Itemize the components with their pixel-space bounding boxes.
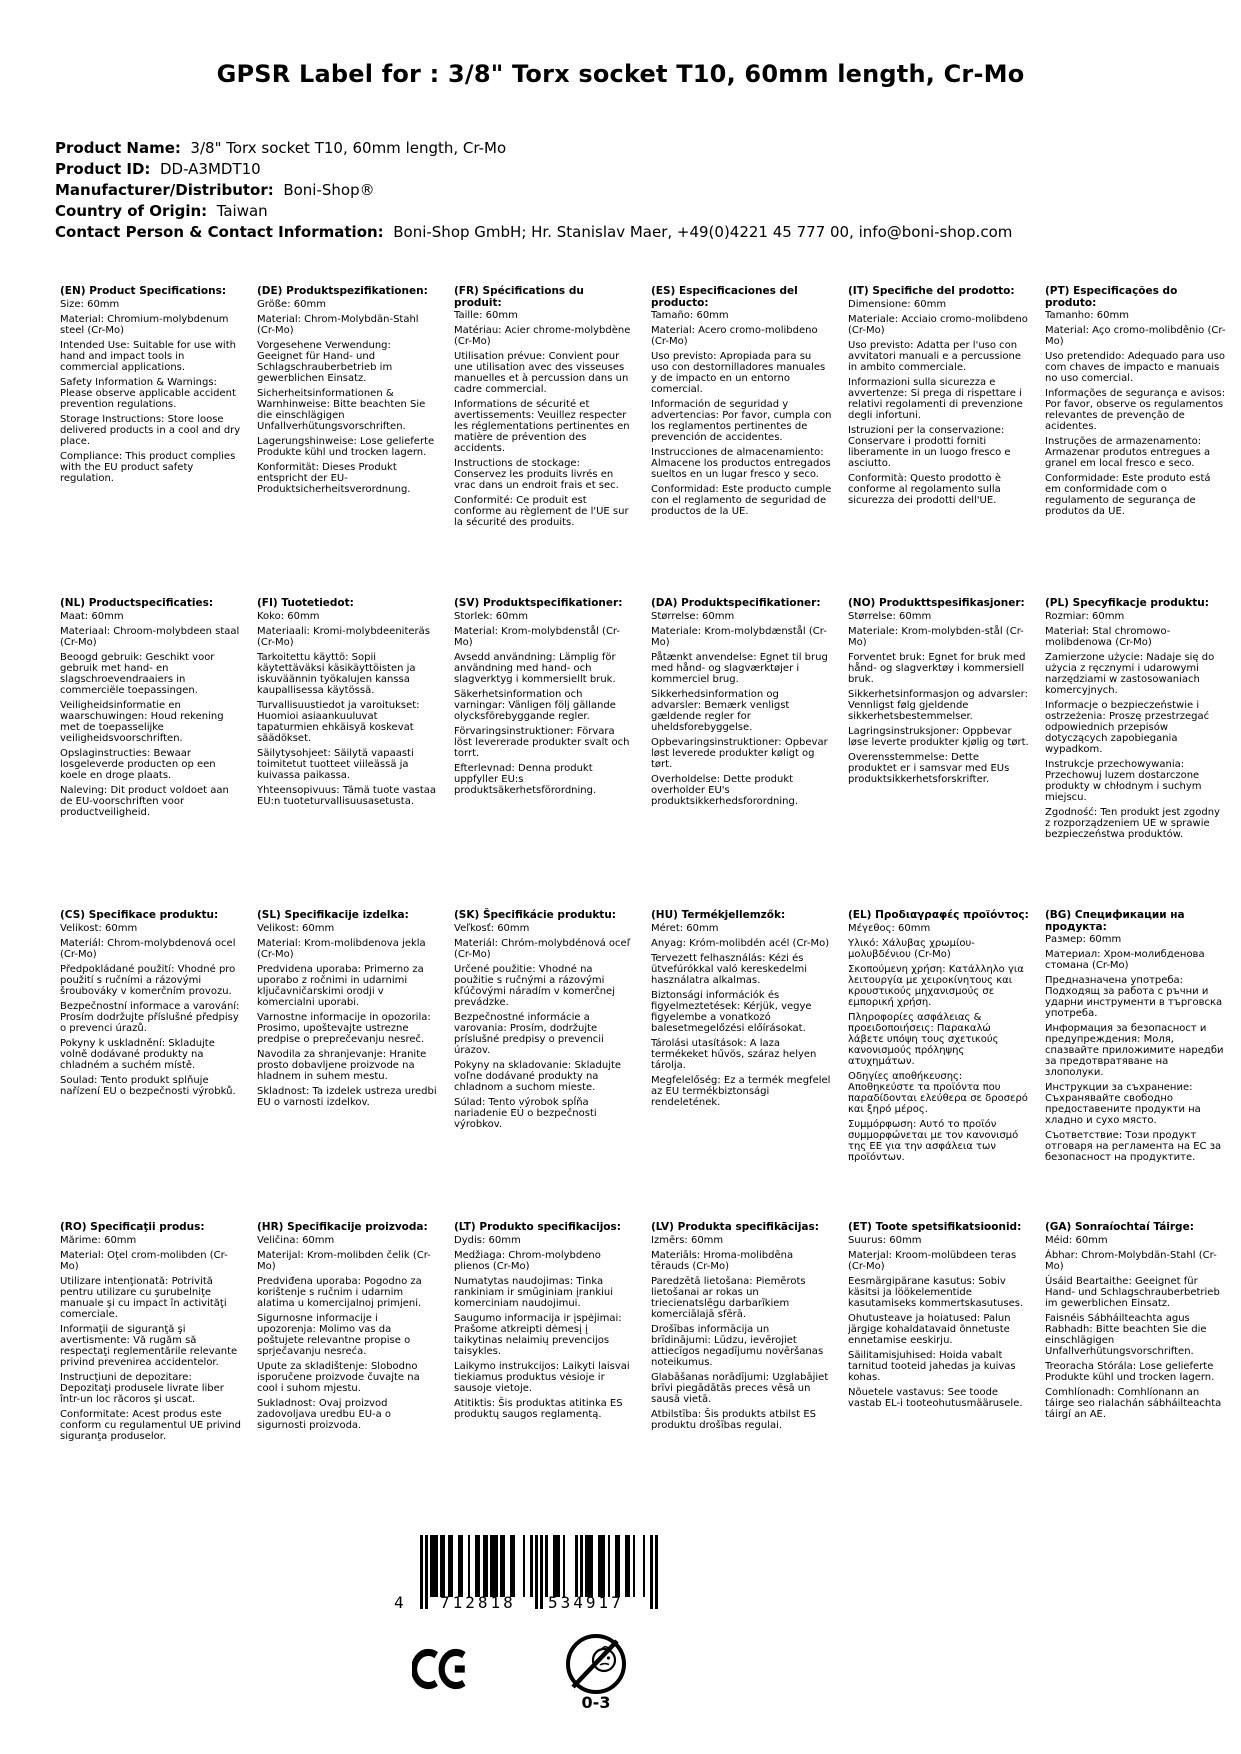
spec-paragraph: Bezpečnostné informácie a varovania: Prosím, dodržujte príslušné predpisy o prevencii úrazov. (454, 1011, 604, 1056)
spec-paragraph: Säilitamisjuhised: Hoida vabalt tarnitud tooteid jahedas ja kuivas kohas. (848, 1349, 1016, 1383)
spec-paragraph: Conformidad: Este producto cumple con el reglamento de seguridad de productos de la UE. (651, 484, 832, 517)
spec-paragraph: Suurus: 60mm (848, 1234, 922, 1246)
spec-paragraph: Soulad: Tento produkt splňuje nařízení EU o bezpečnosti výrobků. (60, 1074, 236, 1097)
spec-paragraph: Predvidena uporaba: Primerno za uporabo z ročnimi in udarnimi ključavničarskimi orodji v komercialni uporabi. (257, 963, 424, 1008)
spec-paragraph: Numatytas naudojimas: Tinka rankiniam ir smūginiam įrankiui komerciniam naudojimui. (454, 1275, 613, 1309)
spec-paragraph: Material: Aço cromo-molibdênio (Cr-Mo) (1045, 325, 1226, 347)
spec-paragraph: Информация за безопасност и предупреждения: Моля, спазвайте приложимите наредби за предотвратяване на злополуки. (1045, 1023, 1224, 1078)
lang-title: (EN) Product Specifications: (60, 285, 227, 297)
spec-paragraph: Sukladnost: Ovaj proizvod zadovoljava uredbu EU-a o sigurnosti proizvoda. (257, 1397, 392, 1431)
spec-paragraph: Инструкции за съхранение: Съхранявайте свободно предоставените продукти на хладно и сухо място. (1045, 1082, 1201, 1126)
spec-paragraph: Materiál: Chrom-molybdenová ocel (Cr-Mo) (60, 937, 236, 960)
lang-title: (CS) Specifikace produktu: (60, 909, 219, 921)
lang-block-pt (1045, 286, 1241, 598)
lang-block-it (848, 286, 1045, 598)
spec-paragraph: Upute za skladištenje: Slobodno isporučene proizvode čuvajte na cool i suhom mjestu. (257, 1360, 420, 1394)
spec-paragraph: Veiligheidsinformatie en waarschuwingen: Houd rekening met de toepasselijke veiligheidsvoorschriften. (60, 699, 224, 744)
lang-title: (EL) Προδιαγραφές προϊόντος: (848, 909, 1029, 921)
lang-title: (HU) Termékjellemzők: (651, 909, 786, 921)
spec-paragraph: Materiale: Acciaio cromo-molibdeno (Cr-Mo) (848, 313, 1028, 336)
spec-paragraph: Säilytysohjeet: Säilytä vapaasti toimitetut tuotteet viileässä ja kuivassa paikassa. (257, 747, 414, 781)
spec-paragraph: Dydis: 60mm (454, 1234, 521, 1246)
product-info (55, 138, 1012, 243)
spec-paragraph: Sicherheitsinformationen & Warnhinweise: Bitte beachten Sie die einschlägigen Unfallverhütungsvorschriften. (257, 387, 426, 432)
lang-block-sl (257, 910, 454, 1222)
lang-block-nl (60, 598, 257, 910)
spec-paragraph: Información de seguridad y advertencias: Por favor, cumpla con los reglamentos pertinentes de prevención de accidentes. (651, 399, 832, 443)
spec-paragraph: Conformidade: Este produto está em conformidade com o regulamento de segurança de produtos da UE. (1045, 473, 1211, 517)
spec-paragraph: Σκοπούμενη χρήση: Κατάλληλο για λειτουργία με χειροκίνητους και κρουστικούς μηχανισμούς σε εμπορική χρήση. (848, 963, 1024, 1008)
spec-paragraph: Maat: 60mm (60, 610, 124, 622)
spec-paragraph: Ohutusteave ja hoiatused: Palun järgige kohaldatavaid õnnetuste ennetamise eeskirju. (848, 1312, 1011, 1346)
spec-paragraph: Taille: 60mm (454, 310, 518, 321)
spec-paragraph: Materiaali: Kromi-molybdeeniteräs (Cr-Mo) (257, 625, 430, 648)
spec-paragraph: Conformità: Questo prodotto è conforme al regolamento sulla sicurezza dei prodotti dell'UE. (848, 472, 1002, 506)
spec-paragraph: Varnostne informacije in opozorila: Prosimo, upoštevajte ustrezne predpise o preprečevanju nesreč. (257, 1011, 431, 1045)
spec-paragraph: Opslaginstructies: Bewaar losgeleverde producten op een koele en droge plaats. (60, 747, 216, 781)
lang-title: (FI) Tuotetiedot: (257, 597, 354, 609)
origin-row (55, 201, 1012, 222)
spec-paragraph: Konformität: Dieses Produkt entspricht der EU-Produktsicherheitsverordnung. (257, 461, 411, 495)
spec-paragraph: Material: Krom-molibdenova jekla (Cr-Mo) (257, 937, 426, 960)
spec-paragraph: Tamaño: 60mm (651, 310, 729, 321)
spec-paragraph: Zamierzone użycie: Nadaje się do użycia z ręcznymi i udarowymi narzędziami w zastosowaniach komercyjnych. (1045, 651, 1215, 696)
spec-paragraph: Utilizare intenţionată: Potrivită pentru utilizare cu şurubelniţe manuale şi cu impact în activităţi comerciale. (60, 1275, 227, 1320)
lang-title: (DA) Produktspecifikationer: (651, 597, 821, 609)
lang-block-ro (60, 1222, 257, 1442)
lang-title: (PT) Especificações do produto: (1045, 285, 1178, 309)
spec-paragraph: Velikost: 60mm (60, 922, 138, 934)
product-name-row (55, 138, 1012, 159)
product-id-label: Product ID: (55, 160, 151, 178)
spec-paragraph: Avsedd användning: Lämplig för användning med hand- och slagverktyg i kommersiellt bruk. (454, 651, 616, 685)
spec-paragraph: Pokyny k uskladnění: Skladujte volně dodávané produkty na chladném a suchém místě. (60, 1037, 215, 1071)
spec-paragraph: Bezpečnostní informace a varování: Prosím dodržujte příslušné předpisy o prevenci úrazů. (60, 1000, 240, 1034)
lang-block-sk (454, 910, 651, 1222)
lang-block-pl (1045, 598, 1241, 910)
product-id-value: DD-A3MDT10 (159, 160, 261, 178)
spec-paragraph: Οδηγίες αποθήκευσης: Αποθηκεύστε τα προϊόντα που παραδίδονται ελεύθερα σε δροσερό και ξηρό μέρος. (848, 1070, 1028, 1115)
lang-title: (DE) Produktspezifikationen: (257, 285, 428, 297)
spec-paragraph: Tamanho: 60mm (1045, 310, 1129, 321)
compliance-symbols (392, 1630, 692, 1730)
spec-paragraph: Turvallisuustiedot ja varoitukset: Huomioi asiaankuuluvat tapaturmien ehkäisyä koskevat säädökset. (257, 699, 420, 744)
ean13-barcode (392, 1535, 692, 1631)
spec-paragraph: Naleving: Dit product voldoet aan de EU-voorschriften voor productveiligheid. (60, 784, 229, 818)
spec-paragraph: Tárolási utasítások: A laza termékeket hűvös, száraz helyen tárolja. (651, 1037, 817, 1071)
lang-block-fr (454, 286, 651, 598)
lang-block-hr (257, 1222, 454, 1442)
spec-paragraph: Eesmärgipärane kasutus: Sobiv käsitsi ja löökelementide kasutamiseks kommertskasutuses. (848, 1275, 1024, 1309)
age-warning-label: 0-3 (581, 1693, 611, 1712)
spec-paragraph: Material: Chromium-molybdenum steel (Cr-Mo) (60, 313, 229, 336)
spec-paragraph: Conformitate: Acest produs este conform cu regulamentul UE privind siguranţa produselor. (60, 1408, 241, 1442)
spec-paragraph: Informations de sécurité et avertissements: Veuillez respecter les réglementations pertinentes en matière de prévention des accidents. (454, 399, 630, 454)
spec-paragraph: Informaţii de siguranţă şi avertismente: Vă rugăm să respectaţi reglementările relevante privind prevenirea accidentelor. (60, 1323, 238, 1368)
origin-value: Taiwan (216, 202, 268, 220)
spec-paragraph: Intended Use: Suitable for use with hand and impact tools in commercial applications. (60, 339, 236, 373)
spec-paragraph: Méid: 60mm (1045, 1234, 1108, 1246)
spec-paragraph: Safety Information & Warnings: Please observe applicable accident prevention regulations. (60, 376, 236, 410)
spec-paragraph: Påtænkt anvendelse: Egnet til brug med hånd- og slagværktøjer i kommerciel brug. (651, 651, 828, 685)
lang-title: (ES) Especificaciones del producto: (651, 285, 798, 309)
spec-paragraph: Conformité: Ce produit est conforme au règlement de l'UE sur la sécurité des produits. (454, 495, 629, 528)
spec-paragraph: Materiaal: Chroom-molybdeen staal (Cr-Mo) (60, 625, 240, 648)
language-grid (60, 286, 1241, 1442)
spec-paragraph: Pokyny na skladovanie: Skladujte voľne dodávané produkty na chladnom a suchom mieste. (454, 1059, 622, 1093)
lang-block-bg (1045, 910, 1241, 1222)
lang-title: (RO) Specificaţii produs: (60, 1221, 205, 1233)
spec-paragraph: Izmērs: 60mm (651, 1234, 724, 1246)
spec-paragraph: Velikost: 60mm (257, 922, 335, 934)
spec-paragraph: Material: Krom-molybdenstål (Cr-Mo) (454, 625, 621, 648)
lang-title: (GA) Sonraíochtaí Táirge: (1045, 1221, 1194, 1233)
barcode-left-digits: 712818 (440, 1593, 516, 1612)
spec-paragraph: Instructions de stockage: Conservez les produits livrés en vrac dans un endroit frais et sec. (454, 458, 619, 491)
lang-title: (SV) Produktspecifikationer: (454, 597, 623, 609)
spec-paragraph: Megfelelőség: Ez a termék megfelel az EU termékbiztonsági rendeletének. (651, 1074, 831, 1108)
spec-paragraph: Beoogd gebruik: Geschikt voor gebruik met hand- en slagschroevendraaiers in commerciële toepassingen. (60, 651, 215, 696)
lang-title: (NL) Productspecificaties: (60, 597, 214, 609)
spec-paragraph: Vorgesehene Verwendung: Geeignet für Hand- und Schlagschrauberbetrieb im gewerblichen Einsatz. (257, 339, 393, 384)
lang-block-sv (454, 598, 651, 910)
spec-paragraph: Overholdelse: Dette produkt overholder EU's produktsikkerhedsforordning. (651, 773, 799, 807)
manufacturer-label: Manufacturer/Distributor: (55, 181, 274, 199)
spec-paragraph: Zgodność: Ten produkt jest zgodny z rozporządzeniem UE w sprawie bezpieczeństwa produktów. (1045, 806, 1220, 840)
spec-paragraph: Lagringsinstruksjoner: Oppbevar løse leverte produkter kjølig og tørt. (848, 725, 1029, 748)
ce-mark-icon (412, 1648, 470, 1690)
spec-paragraph: Materiał: Stal chromowo-molibdenowa (Cr-Mo) (1045, 625, 1171, 648)
spec-paragraph: Predviđena uporaba: Pogodno za korištenje s ručnim i udarnim alatima u komercijalnoj primjeni. (257, 1275, 422, 1309)
spec-paragraph: Comhlíonadh: Comhlíonann an táirge seo rialachán sábháilteachta táirgí an AE. (1045, 1386, 1222, 1420)
spec-paragraph: Съответствие: Този продукт отговаря на регламента на ЕС за безопасност на продуктите. (1045, 1130, 1222, 1163)
lang-block-lt (454, 1222, 651, 1442)
spec-paragraph: Υλικό: Χάλυβας χρωμίου-μολυβδένιου (Cr-Mo) (848, 937, 975, 960)
spec-paragraph: Biztonsági információk és figyelmeztetések: Kérjük, vegye figyelembe a vonatkozó balesetmegelőzési előírásokat. (651, 989, 812, 1034)
spec-paragraph: Předpokládané použití: Vhodné pro použití s ručními a rázovými šroubováky v komerčním provozu. (60, 963, 236, 997)
lang-title: (LT) Produkto specifikacijos: (454, 1221, 621, 1233)
spec-paragraph: Material: Chrom-Molybdän-Stahl (Cr-Mo) (257, 313, 419, 336)
spec-paragraph: Μέγεθος: 60mm (848, 922, 931, 934)
spec-paragraph: Matériau: Acier chrome-molybdène (Cr-Mo) (454, 325, 631, 347)
spec-paragraph: Súlad: Tento výrobok spĺňa nariadenie EÚ o bezpečnosti výrobkov. (454, 1096, 597, 1130)
spec-paragraph: Størrelse: 60mm (848, 610, 932, 622)
spec-paragraph: Materiāls: Hroma-molibdēna tērauds (Cr-Mo) (651, 1249, 794, 1272)
lang-title: (IT) Specifiche del prodotto: (848, 285, 1015, 297)
spec-paragraph: Anyag: Króm-molibdén acél (Cr-Mo) (651, 937, 830, 949)
spec-paragraph: Размер: 60mm (1045, 934, 1122, 945)
spec-paragraph: Size: 60mm (60, 298, 120, 310)
lang-block-no (848, 598, 1045, 910)
lang-title: (LV) Produkta specifikācijas: (651, 1221, 819, 1233)
spec-paragraph: Материал: Хром-молибденова стомана (Cr-Mo) (1045, 949, 1205, 971)
lang-block-en (60, 286, 257, 598)
spec-paragraph: Instruções de armazenamento: Armazenar produtos entregues a granel em local fresco e seco. (1045, 436, 1211, 469)
spec-paragraph: Nõuetele vastavus: See toode vastab EL-i tooteohutusmäärusele. (848, 1386, 1023, 1409)
spec-paragraph: Uso previsto: Adatta per l'uso con avvitatori manuali e a percussione in ambito commerciale. (848, 339, 1021, 373)
spec-paragraph: Drošības informācija un brīdinājumi: Lūdzu, ievērojiet attiecīgos negadījumu novēršanas noteikumus. (651, 1323, 824, 1368)
spec-paragraph: Materiál: Chróm-molybdénová oceľ (Cr-Mo) (454, 937, 631, 960)
spec-paragraph: Materjal: Kroom-molübdeen teras (Cr-Mo) (848, 1249, 1017, 1272)
spec-paragraph: Informazioni sulla sicurezza e avvertenze: Si prega di rispettare i relativi regolamenti di prevenzione degli infortuni. (848, 376, 1023, 421)
spec-paragraph: Informacje o bezpieczeństwie i ostrzeżenia: Proszę przestrzegać odpowiednich przepisów dotyczących zapobiegania wypadkom. (1045, 699, 1210, 755)
spec-paragraph: Instrucciones de almacenamiento: Almacene los productos entregados sueltos en un lugar fresco y seco. (651, 447, 831, 480)
spec-paragraph: Sikkerhedsinformation og advarsler: Bemærk venligst gældende regler for uheldsforebyggelse. (651, 688, 790, 733)
spec-paragraph: Istruzioni per la conservazione: Conservare i prodotti forniti liberamente in un luogo fresco e asciutto. (848, 424, 1011, 469)
spec-paragraph: Instrucţiuni de depozitare: Depozitaţi produsele livrate liber într-un loc răcoros şi uscat. (60, 1371, 224, 1405)
spec-paragraph: Lagerungshinweise: Lose gelieferte Produkte kühl und trocken lagern. (257, 435, 435, 458)
spec-paragraph: Materiale: Krom-molybdænstål (Cr-Mo) (651, 625, 827, 648)
barcode-right-digits: 534917 (548, 1593, 624, 1612)
spec-paragraph: Informações de segurança e avisos: Por favor, observe os regulamentos relevantes de prevenção de acidentes. (1045, 388, 1226, 432)
spec-paragraph: Sikkerhetsinformasjon og advarsler: Vennligst følg gjeldende sikkerhetsbestemmelser. (848, 688, 1028, 722)
contact-label: Contact Person & Contact Information: (55, 223, 384, 241)
spec-paragraph: Forventet bruk: Egnet for bruk med hånd- og slagverktøy i kommersiell bruk. (848, 651, 1026, 685)
lang-block-fi (257, 598, 454, 910)
barcode-first-digit: 4 (394, 1593, 404, 1612)
spec-paragraph: Tervezett felhasználás: Kézi és ütvefúrókkal való kereskedelmi használatra alkalmas. (651, 952, 808, 986)
contact-row (55, 222, 1012, 243)
spec-paragraph: Πληροφορίες ασφάλειας & προειδοποιήσεις: Παρακαλώ λάβετε υπόψη τους σχετικούς κανονισμούς πρόληψης ατυχημάτων. (848, 1011, 999, 1067)
spec-paragraph: Laikymo instrukcijos: Laikyti laisvai tiekiamus produktus vėsioje ir sausoje vietoje. (454, 1360, 630, 1394)
spec-paragraph: Skladnost: Ta izdelek ustreza uredbi EU o varnosti izdelkov. (257, 1085, 437, 1108)
lang-block-et (848, 1222, 1045, 1442)
lang-title: (BG) Спецификации на продукта: (1045, 909, 1185, 933)
spec-paragraph: Material: Acero cromo-molibdeno (Cr-Mo) (651, 325, 818, 347)
lang-block-hu (651, 910, 848, 1222)
barcode-module (655, 1535, 658, 1609)
spec-paragraph: Uso pretendido: Adequado para uso com chaves de impacto e manuais no uso comercial. (1045, 351, 1225, 384)
spec-paragraph: Uso previsto: Apropiada para su uso con destornilladores manuales y de impacto en un entorno comercial. (651, 351, 826, 395)
spec-paragraph: Overensstemmelse: Dette produktet er i samsvar med EUs produktsikkerhetsforskrifter. (848, 751, 1010, 785)
age-warning-0-3-icon (564, 1630, 628, 1716)
spec-paragraph: Faisnéis Sábháilteachta agus Rabhadh: Bitte beachten Sie die einschlägigen Unfallverhütungsvorschriften. (1045, 1312, 1207, 1357)
spec-paragraph: Navodila za shranjevanje: Hranite prosto dobavljene proizvode na hladnem in suhem mestu. (257, 1048, 427, 1082)
barcode-section (392, 1535, 692, 1631)
spec-paragraph: Instrukcje przechowywania: Przechowuj luzem dostarczone produkty w chłodnym i suchym miejscu. (1045, 758, 1202, 803)
spec-paragraph: Určené použitie: Vhodné na použitie s ručnými a rázovými kľúčovými náradím v komerčnej prevádzke. (454, 963, 615, 1008)
spec-paragraph: Efterlevnad: Denna produkt uppfyller EU:s produktsäkerhetsförordning. (454, 762, 597, 796)
lang-title: (SK) Špecifikácie produktu: (454, 909, 617, 921)
spec-paragraph: Yhteensopivuus: Tämä tuote vastaa EU:n tuoteturvallisuusasetusta. (257, 784, 436, 807)
lang-title: (FR) Spécifications du produit: (454, 285, 584, 309)
lang-block-ga (1045, 1222, 1241, 1442)
spec-paragraph: Koko: 60mm (257, 610, 320, 622)
lang-block-cs (60, 910, 257, 1222)
product-name-value: 3/8" Torx socket T10, 60mm length, Cr-Mo (190, 139, 507, 157)
spec-paragraph: Saugumo informacija ir įspėjimai: Prašome atkreipti dėmesį į taikytinas nelaimių prevencijos taisykles. (454, 1312, 622, 1357)
spec-paragraph: Glabāšanas norādījumi: Uzglabājiet brīvi piegādātās preces vēsā un sausā vietā. (651, 1371, 829, 1405)
spec-paragraph: Storlek: 60mm (454, 610, 528, 622)
origin-label: Country of Origin: (55, 202, 208, 220)
spec-paragraph: Material: Oţel crom-molibden (Cr-Mo) (60, 1249, 228, 1272)
spec-paragraph: Предназначена употреба: Подходящ за работа с ръчни и ударни инструменти в търговска употреба. (1045, 975, 1223, 1019)
spec-paragraph: Storage Instructions: Store loose delivered products in a cool and dry place. (60, 413, 241, 447)
spec-paragraph: Medžiaga: Chrom-molybdeno plienos (Cr-Mo) (454, 1249, 601, 1272)
lang-block-da (651, 598, 848, 910)
spec-paragraph: Sigurnosne informacije i upozorenja: Molimo vas da poštujete relevantne propise o sprječavanju nesreća. (257, 1312, 411, 1357)
spec-paragraph: Mărime: 60mm (60, 1234, 137, 1246)
lang-title: (HR) Specifikacije proizvoda: (257, 1221, 428, 1233)
spec-paragraph: Veličina: 60mm (257, 1234, 335, 1246)
lang-block-de (257, 286, 454, 598)
spec-paragraph: Veľkosť: 60mm (454, 922, 530, 934)
lang-title: (PL) Specyfikacje produktu: (1045, 597, 1209, 609)
spec-paragraph: Förvaringsinstruktioner: Förvara löst levererade produkter svalt och torrt. (454, 725, 630, 759)
lang-title: (SL) Specifikacije izdelka: (257, 909, 409, 921)
lang-block-lv (651, 1222, 848, 1442)
spec-paragraph: Dimensione: 60mm (848, 298, 947, 310)
product-id-row (55, 159, 1012, 180)
spec-paragraph: Säkerhetsinformation och varningar: Vänligen följ gällande olycksförebyggande regler. (454, 688, 616, 722)
spec-paragraph: Tarkoitettu käyttö: Sopii käytettäväksi käsikäyttöisten ja iskuväännin työkalujen kanssa kaupallisessa käytössä. (257, 651, 416, 696)
lang-title: (NO) Produkttspesifikasjoner: (848, 597, 1025, 609)
spec-paragraph: Συμμόρφωση: Αυτό το προϊόν συμμορφώνεται με τον κανονισμό της ΕΕ για την ασφάλεια των προϊόντων. (848, 1118, 1019, 1163)
spec-paragraph: Méret: 60mm (651, 922, 719, 934)
spec-paragraph: Paredzētā lietošana: Piemērots lietošanai ar rokas un triecienatslēgu darbarīkiem komerciālajā sfērā. (651, 1275, 806, 1320)
spec-paragraph: Rozmiar: 60mm (1045, 610, 1125, 622)
spec-paragraph: Opbevaringsinstruktioner: Opbevar løst leverede produkter køligt og tørt. (651, 736, 828, 770)
lang-block-es (651, 286, 848, 598)
spec-paragraph: Ábhar: Chrom-Molybdän-Stahl (Cr-Mo) (1045, 1249, 1217, 1272)
spec-paragraph: Compliance: This product complies with the EU product safety regulation. (60, 450, 236, 484)
manufacturer-value: Boni-Shop® (283, 181, 375, 199)
spec-paragraph: Atitiktis: Šis produktas atitinka ES produktų saugos reglamentą. (454, 1397, 623, 1420)
spec-paragraph: Utilisation prévue: Convient pour une utilisation avec des visseuses manuelles et à percussion dans un cadre commercial. (454, 351, 629, 395)
spec-paragraph: Materijal: Krom-molibden čelik (Cr-Mo) (257, 1249, 431, 1272)
manufacturer-row (55, 180, 1012, 201)
contact-value: Boni-Shop GmbH; Hr. Stanislav Maer, +49(0)4221 45 777 00, info@boni-shop.com (393, 223, 1013, 241)
spec-paragraph: Atbilstība: Šis produkts atbilst ES produktu drošības regulai. (651, 1408, 817, 1431)
spec-paragraph: Úsáid Beartaithe: Geeignet für Hand- und Schlagschrauberbetrieb im gewerblichen Einsatz. (1045, 1275, 1220, 1309)
spec-paragraph: Materiale: Krom-molybden-stål (Cr-Mo) (848, 625, 1024, 648)
product-name-label: Product Name: (55, 139, 181, 157)
spec-paragraph: Größe: 60mm (257, 298, 326, 310)
page-title: GPSR Label for : 3/8" Torx socket T10, 60mm length, Cr-Mo (216, 60, 1025, 88)
spec-paragraph: Størrelse: 60mm (651, 610, 735, 622)
spec-paragraph: Treoracha Stórála: Lose gelieferte Produkte kühl und trocken lagern. (1045, 1360, 1215, 1383)
lang-block-el (848, 910, 1045, 1222)
lang-title: (ET) Toote spetsifikatsioonid: (848, 1221, 1022, 1233)
